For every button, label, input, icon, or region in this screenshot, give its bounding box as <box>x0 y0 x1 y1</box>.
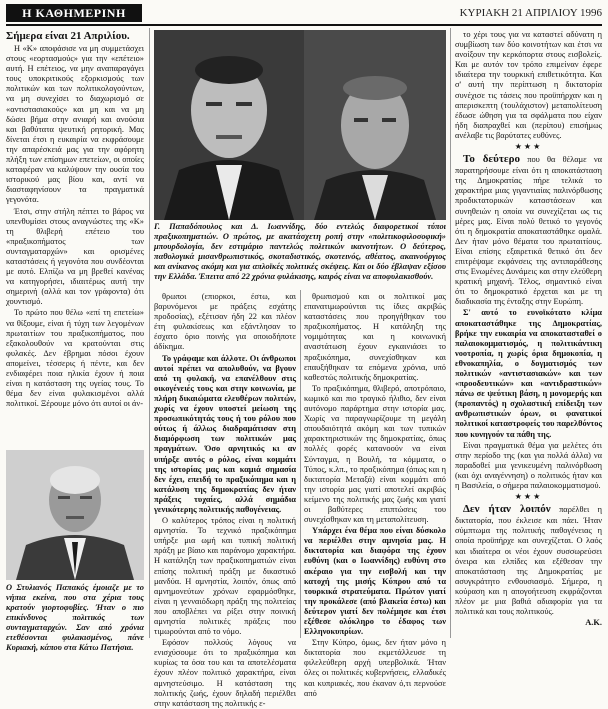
section-heading-second: Το δεύτερο <box>463 153 520 166</box>
pattakos-photo <box>6 450 144 580</box>
right-paragraph-2 <box>455 153 602 307</box>
column-divider-3 <box>450 28 451 638</box>
right-paragraph-4: Είναι πραγματικά θέμα για μελέτες ότι στην περίοδο της (και για πολλά άλλα) να παραδοθεί μια γενικευμένη παλινόρθωση (και όχι αναγέννηση) ο πολιτικός ήταν και η Βασιλεία, ο σήμερα παλαιοκομματισμού. <box>455 440 602 491</box>
second-section-text: που θα θέλαμε να παρατηρήσουμε είναι ότι η αποκατάσταση της Δημοκρατίας πήρε τελικά το χαρακτήρα μιας γιγαντιαίας παλινόρθωσης προδικτατορικών καταστάσεων και συνηθειών η οποία να συνεχίζεται ως τις μέρες μας. Είναι πολύ θετικό το γεγονός ότι η δημοκρατία αποκαταστάθηκε ομαλά. Δεν ήταν μόνο θέματα του πρωταιτίους. Είναι επίσης εξαιρετικά θετικό ότι δεν επιτρέψαμε εκφάνσεις της αντιπαράθεσης στις Ενωμένες Δυνάμεις και στην ελεύθερη κρατική μηχανή. Τέλος, σημαντικό είναι ότι το δημοκρατικό έρχεται και με τη διαδικασία της ένταξης στην Ευρώπη. <box>455 155 602 307</box>
left-paragraph-1: Η «Κ» αποφάσισε να μη συμμετάσχει στους «εορτασμούς» για την «επέτειο» αυτή. Η επέτειος, να μην αναπαραγάγει τους υποκριτικούς εξορκισμούς των πολιτικών και των πολιτικολογούντων, να μη συνεχίσει το διαχωρισμό σε «αντιστασιακούς» και μη και να μη δώσει βήμα στην ανιαρή και ανούσια και βαθύτατα ψευτική ρητορική. Μας δίνεται έτσι η ευκαιρία να εκφράσουμε την απαρέσκειά μας για την αφόρητη πλήξη των επίσημων επετείων, οι οποίες καταφέραν να καλύψουν την ουσία του ιστορικού μας βίου και, αντί να διασταφηνίσουν τα πραγματικά γεγονότα. <box>6 44 144 205</box>
mid-paragraph-2: Το γράφαμε και άλλοτε. Οι άνθρωποι αυτοί πρέπει να απολυθούν, να βγουν από τη φυλακή, να επανέλθουν στις οικογένειές τους και στην κοινωνία, με πλήρη δικαιώματα ελευθέρων πολιτών, χωρίς να έχουν υποστεί μείωση της προσωπικότητάς τους ή του ρόλου που ούτως ή άλλως διαδραμάτισαν στη διαμόρφωση των πολιτικών μας πραγμάτων. Όσο αρνητικός κι αν υπήρξε αυτός ο ρόλος, είναι κομμάτι της ιστορίας μας και καμιά σημασία δεν έχει, επειδή το πραξικόπημα και η κατάλυση της δημοκρατίας δεν ήταν πράξεις τυχαίες, αλλά σημάδια γενικότερης πολιτικής παθογένειας. <box>154 353 296 514</box>
section-stars-2: ★★★ <box>514 492 543 502</box>
right-paragraph-1: το χέρι τους για να καταστεί αδύνατη η συμβίωση των δύο κοινοτήτων και έτσι να ανοίξουν την κερκόπορτα στους εισβολείς. Και με αυτόν τον τρόπο επιμείναν έφερε ιδιαίτερα την τουρκική επιθετικότητα. Και σ' αυτή την περίπτωση η δικτατορία συνέχισε τις τάσεις που προϋπήρχαν και η απερισκεπτη (τουλάχιστον) μεταπολίτευση έδωσε ώθηση για τα σφάλματα που είχαν ήδη διαπραχθεί και (περίπου) επισήμως ανέλαβε τις βαρύτατες ευθύνες. <box>455 30 602 140</box>
left-paragraph-3: Το πρώτο που θέλω «επί τη επετείω» να θίξουμε, είναι ή τύχη των λεγομένων πρωταιτίων του πραξικοπήματος, που εξακολουθούν να κρατούνται στις φυλακές. Δεν έβρημαι πόσοι έχουν απομείνει, τέσσερις ή πέντε, και δεν ενδιαφέρει ποια ηλικία έχουν ή ποια είναι η κατάσταση της υγείας τους. Το θέμα δεν είναι φυλακισμένοι αλλά πολιτικοί. Ξέρουμε μόνο ότι αυτοί οι άν- <box>6 308 144 409</box>
mid-paragraph-3: Ο καλύτερος τρόπος είναι η πολιτική αμνηστία. Το τεχνικό πραξικόπημα υπήρξε μια ωμή και τυπική πολιτική πράξη με βίαιο και παράνομο χαρακτήρα. Η κατάληξη των πραξικοπηματιών είναι επίσης πολιτική πράξη με δικαστικό μανδύα. Η αμνηστία, λοιπόν, όπως από αμνημονεύτων χρόνων εφαρμόσθηκε, είναι η γενναιόδωρη πράξη της πολιτείας που αποβλέπει να ρίξει στην ποινική αμνηστία πολιτικές πράξεις που τιμωρούνται από το νόμο. <box>154 516 296 637</box>
portrait-illustration <box>6 450 144 580</box>
right-column <box>455 30 602 638</box>
cr-paragraph-3: Υπάρχει ένα θέμα που είναι δύσκολο να περιέλθει στην αμνησία μας. Η δικτατορία και διαφόρα της έχουν ευθύνη (και ο Ιωαννίδης) ευθύνη στο ακέραιο για την εισβολή και την κατοχή της μισής Κύπρου από τα τουρκικά στρατεύματα. Πρώτον γιατί την προκάλεσε (από βλακεία έστω) και δεύτερον γιατί δεν πολέμησε και έτσι εξέθεσε ολόκληρο το έδαφος των Ελληνοκυπρίων. <box>304 526 446 637</box>
cr-paragraph-2: Το πραξικόπημα, θλιβερό, αποτρόπαιο, κωμικό και πιο τραγικό ήλιθιο, δεν είναι αυτόνομο παράρτημα στην ιστορία μας. Χωρίς να παραγνωρίζουμε τη μεγάλη σπουδαιότητά ακόμη και των τυπικών χαρακτηριστικών της δημοκρατίας, όπως πολλές φορές κατανοούν να είναι Σύνταγμα, η Βουλή, τα κόμματα, ο Τύπος, κ.λπ., το πραξικόπημα (όπως και η δικτατορία Μεταξά) είναι κομμάτι από την ιστορία μας γιατί αποτελεί ακριβώς κείμενο της πολιτικής μας ζωής και γιατί οι βαθύτερες επιπτώσεις του συνεχίσθηκαν και τη μεταπολίτευση. <box>304 383 446 525</box>
left-paragraph-2: Έτσι, στην στήλη πέπτει το βάρος να υπενθυμίσει στους αναγνώστες της «Κ» τη θλιβερή επέτειο του «πραξικοπήματος των συνταγματαρχών» και ορισμένες καταστάσεις ή γεγονότα που συνδέονται με αυτό. Ελπίζω να μη βρεθεί κανένας να κατηγορήσει, ιδιαιτέρως αυτή την σημερινή (αλλά και τον γράφοντα) ότι χουντισμό. <box>6 206 144 307</box>
right-paragraph-5 <box>455 503 602 617</box>
column-divider-2 <box>300 290 301 638</box>
masthead-rule <box>6 24 602 26</box>
top-photo-caption: Γ. Παπαδόπουλος και Δ. Ιωαννίδης, δύο εντελώς διαφορετικοί τύποι πραξικοπηματιών. Ο πρώτος, με ακατάσχετη ροπή στην «πολιτικοφιλοσοφική» μπουρδολογία, δεν εστιμάριο παντελώς πολιτικών ικανοτήτων. Ο δεύτερος, παθολογικά μισανθρωπιστικός, σκοταδιστικός, σκοτεινός, αθέατος, ακαινούργιος και ανίκανος ακόμη και για απλοϊκές πολιτικές σκέψεις. Και οι δύο έβλαψαν εξίσου την Ελλάδα. Έπειτα από 22 χρόνια φυλάκισης, καιρός είναι να αποφυλακισθούν. <box>154 222 446 281</box>
issue-date: ΚΥΡΙΑΚΗ 21 ΑΠΡΙΛΙΟΥ 1996 <box>459 7 602 19</box>
mid-paragraph-4: Εφόσον πολλούς λόγους να ενισχύσουμε ότι το πραξικόπημα και κυρίως τα όσα του και τα αποτελέσματα έχουν πλέον πολιτικό χαρακτήρα, είναι αμνηστεύσιμο. Η κατάσταση της πολιτικής ζωής, έχουν δηλαδή περιέλθει στην κατάσταση της πολιτικής ε- <box>154 638 296 708</box>
mid-paragraph-1: θρωποι (επιορκοι, έστω, και βαρυνόμενοι με πράξεις εσχάτης προδοσίας), εξέτισαν ήδη 22 και πλέον έτη φυλακίσεως και εξάντλησαν το έσχατο όριο ποινής για οποιοδήποτε άδίκημα. <box>154 292 296 352</box>
cr-paragraph-1: θρωπισμού και οι πολιτικοί μας επανατιμωρούνται τις ίδιες ακριβώς καταστάσεις που προηγήθηκαν του πραξικοπήματος. Η κατάληξη της νομιμότητας και η κοινωνική αναστάτωση έχουν εγκαινιάσει το πραξικόπημα, συνεχίσθηκαν και επαυξήθηκαν τα επόμενα χρόνια, υπό καθεστώς πολιτικής δημοκρατίας. <box>304 292 446 382</box>
section-heading-not: Δεν ήταν λοιπόν <box>463 503 551 516</box>
headline: Σήμερα είναι 21 Απριλίου. <box>6 30 130 42</box>
center-right-column <box>304 292 446 698</box>
right-paragraph-3: Σ' αυτό το ευνοϊκότατο κλίμα αποκαταστάθηκε της Δημοκρατίας, βρήκε την ευκαιρία να αποκατασταθεί ο παλαιοκομματισμός, η πολιτικάντικη νοοτροπία, η χωρίς όρια δημοκοπία, η εθνοκαπηλία, ο δογματισμός των πολιτικών «αντιστασιακών» και των «προοδευτικών» και «αντιδραστικών» πάνω σε ψεύτικη βάση, η μονομερής και (προπαντός) η σχολαστική επίδειξη των ανθρωπιστικών όρων, οι φανατικοί πολιτικοί καταστροφείς του παρελθόντος που κυνηγούν τα πάθη της. <box>455 308 602 439</box>
papadopoulos-ioannidis-photo <box>154 30 446 220</box>
left-column <box>6 30 144 446</box>
middle-column <box>154 292 296 708</box>
author-signature: Α.Κ. <box>585 618 602 628</box>
final-section-text: παρέλθει η δικτατορία, που έκλεισε και πάει. Ήταν σύμπτωμα της πολιτικής παθογένειας η οποία προϋπήρχε και συνεχίζεται. Ο λαός και ιδιαίτερα οι νέοι έχουν συσσωρεύσει όνειρα και ελπίδες και εξέθεσαν την αποκατάσταση της Δημοκρατίας με ασυγκράτητο ενθουσιασμό. Σήμερα, η κούραση και η απογοήτευση εκφράζονται πλέον με μια βαθιά αδιαφορία για τα πολιτικά και τους πολιτικούς. <box>455 505 602 617</box>
section-stars: ★★★ <box>514 142 543 152</box>
cr-paragraph-4: Στην Κύπρο, όμως, δεν ήταν μόνο η δικτατορία που εκμετάλλευσε τη φιλελεύθερη αρχή υπερβολικά. Ήταν όλες οι πολιτικές κυβερνήσεις, ελλαδικές και κυπριακές, που έκαναν ό,τι περνούσε από <box>304 638 446 698</box>
two-portraits-illustration <box>154 30 446 220</box>
newspaper-masthead: Η ΚΑΘΗΜΕΡΙΝΗ <box>6 4 142 22</box>
pattakos-caption: Ο Στυλιανός Παπακός έμοιαζε με το νήπια εκείνα, που στα χέρια τους κρατούν γιορτοφυβίες. Ήταν ο πιο επικίνδυνος πολιτικός των συνταγματαρχών. Σαν από χρόνια ετεθέσονται φυλακισμένος, πάνε Κυριακή, κάπου στα Κάτω Πατήσια. <box>6 583 144 652</box>
column-divider <box>149 28 150 638</box>
